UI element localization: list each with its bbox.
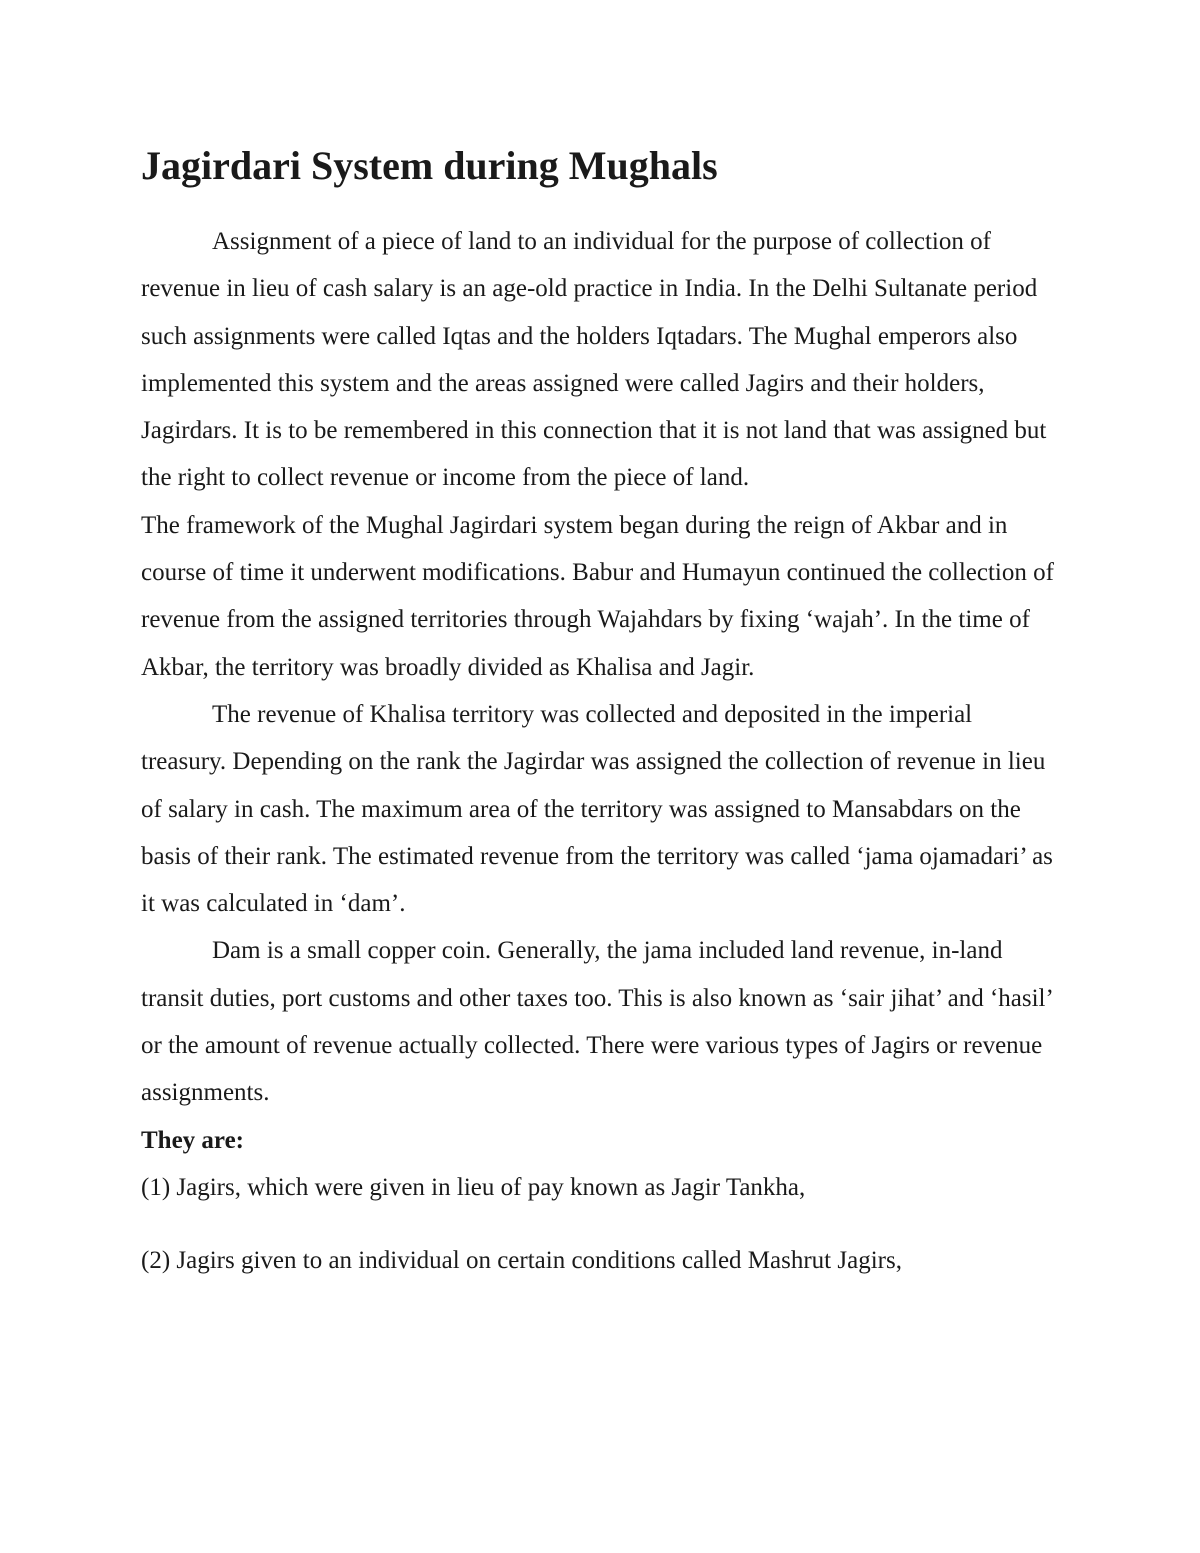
list-item-mashrut-jagirs: (2) Jagirs given to an individual on certain conditions called Mashrut Jagirs, <box>141 1247 902 1275</box>
list-heading: They are: <box>141 1126 244 1154</box>
document-title: Jagirdari System during Mughals <box>141 143 718 188</box>
document-body <box>141 218 1061 1285</box>
paragraph-iqtas: Assignment of a piece of land to an individual for the purpose of collection of revenue in lieu of cash salary is an age-old practice in India. In the Delhi Sultanate period such assignments were called Iqtas and the holders Iqtadars. The Mughal emperors also implemented this system and the areas assigned were called Jagirs and their holders, Jagirdars. It is to be remembered in this connection that it is not land that was assigned but the right to collect revenue or income from the piece of land. <box>141 228 1047 492</box>
paragraph-khalisa: The revenue of Khalisa territory was collected and deposited in the imperial treasury. Depending on the rank the Jagirdar was assigned the collection of revenue in lieu of salary in cash. The maximum area of the territory was assigned to Mansabdars on the basis of their rank. The estimated revenue from the territory was called ‘jama ojamadari’ as it was calculated in ‘dam’. <box>141 700 1053 918</box>
list-item-jagir-tankha: (1) Jagirs, which were given in lieu of pay known as Jagir Tankha, <box>141 1173 806 1201</box>
paragraph-dam: Dam is a small copper coin. Generally, the jama included land revenue, in-land transit duties, port customs and other taxes too. This is also known as ‘sair jihat’ and ‘hasil’ or the amount of revenue actually collected. There were various types of Jagirs or revenue assignments. <box>141 937 1052 1107</box>
paragraph-framework: The framework of the Mughal Jagirdari system began during the reign of Akbar and in course of time it underwent modifications. Babur and Humayun continued the collection of revenue from the assigned territories through Wajahdars by fixing ‘wajah’. In the time of Akbar, the territory was broadly divided as Khalisa and Jagir. <box>141 511 1054 681</box>
